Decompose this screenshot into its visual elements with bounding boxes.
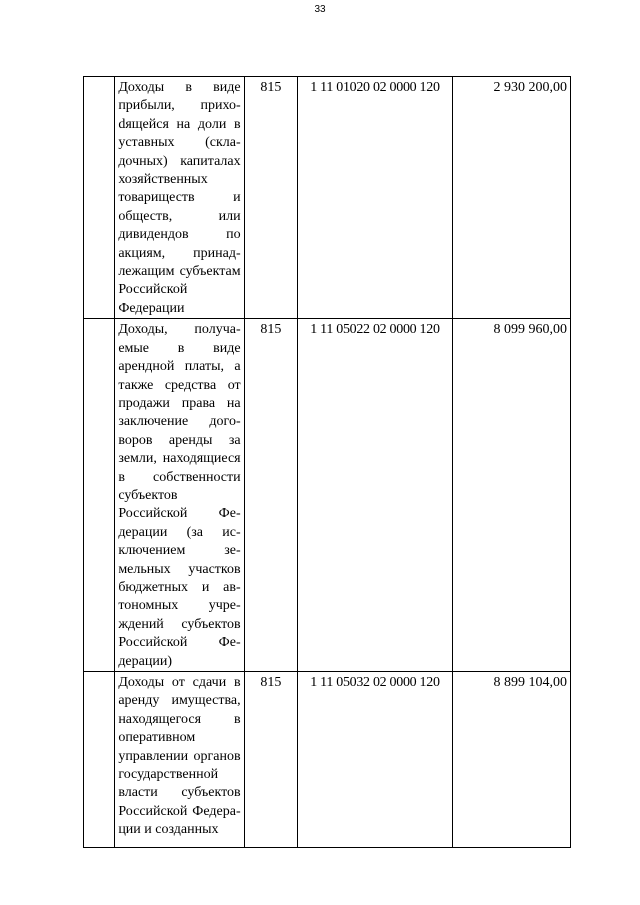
description-cell — [115, 319, 244, 672]
description-cell — [115, 77, 244, 319]
table-row — [84, 672, 571, 848]
page-number: 33 — [314, 4, 326, 15]
income-description: Доходы в виде прибыли, прихоdящейся на доли в уставных (складочных) капиталах хозяйственных товариществ и обществ, или дивидендов по акциям, принадлежащим субъектам Российской Федерации — [118, 80, 241, 316]
budget-code-cell: 1 11 05022 02 0000 120 — [298, 319, 453, 672]
description-cell — [115, 672, 244, 848]
admin-code-cell: 815 — [244, 319, 298, 672]
admin-code-cell: 815 — [244, 672, 298, 848]
income-description: Доходы от сдачи в аренду имущества, находящегося в оперативном управлении органов государственной власти субъектов Российской Федерации и созданных — [118, 675, 241, 838]
amount-cell: 8 899 104,00 — [452, 672, 570, 848]
row-number-cell — [84, 77, 115, 319]
admin-code-cell: 815 — [244, 77, 298, 319]
row-number-cell — [84, 319, 115, 672]
amount-cell: 2 930 200,00 — [452, 77, 570, 319]
revenue-table — [83, 76, 571, 848]
row-number-cell — [84, 672, 115, 848]
budget-code-cell: 1 11 01020 02 0000 120 — [298, 77, 453, 319]
income-description: Доходы, получаемые в виде арендной платы, а также средства от продажи права на заключение договоров аренды за земли, находящиеся в собственности субъектов Российской Федерации (за исключением земельных участков бюджетных и автономных учреждений субъектов Российской Федерации) — [118, 322, 241, 669]
amount-cell: 8 099 960,00 — [452, 319, 570, 672]
budget-code-cell: 1 11 05032 02 0000 120 — [298, 672, 453, 848]
table-row — [84, 319, 571, 672]
table-row — [84, 77, 571, 319]
